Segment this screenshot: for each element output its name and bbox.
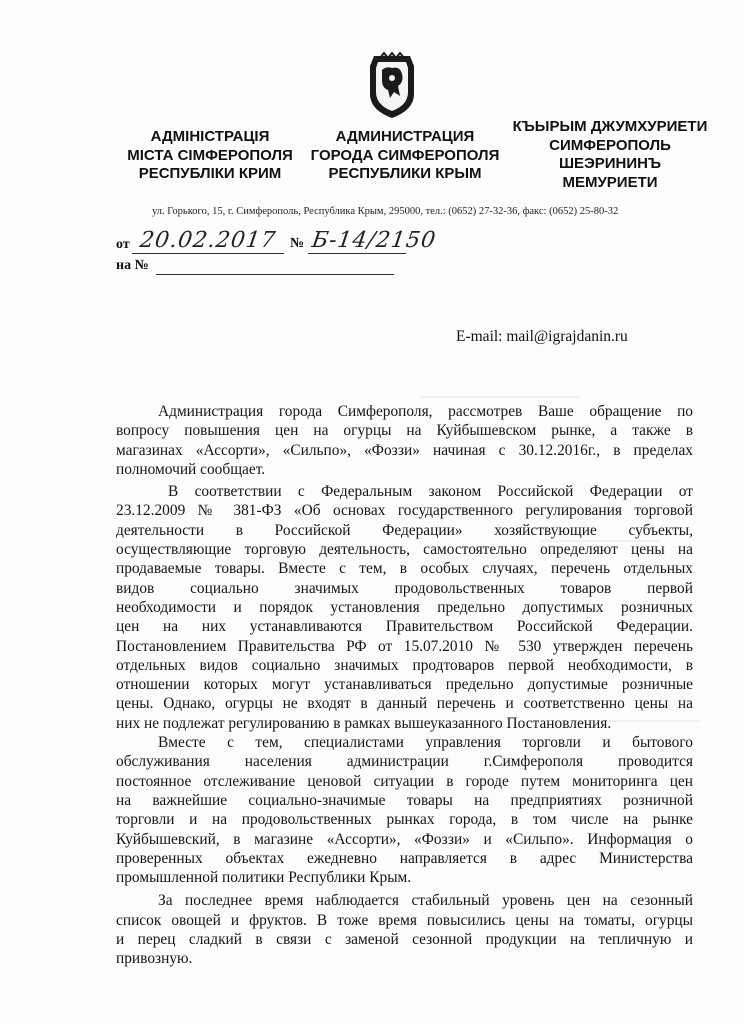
reply-number-underline (156, 274, 394, 275)
text-line: торговли и на продовольственных рынках города, в том числе на рынке (116, 811, 693, 829)
text-line: Куйбышевский, в магазине «Ассорти», «Фоззи» и «Сильпо». Информация о (116, 830, 693, 848)
header-russian (300, 128, 510, 184)
office-address: ул. Горького, 15, г. Симферополь, Республика Крым, 295000, тел.: (0652) 27-32-36, факс: (0652) 25-80-32 (152, 206, 619, 217)
header-line: КЪЫРЫМ ДЖУМХУРИЕТИ (512, 118, 708, 135)
scan-noise (600, 720, 700, 722)
text-line: цен на них устанавливаются Правительством Российской Федерации. (116, 618, 693, 636)
handwritten-number: Б-14/2150 (310, 228, 438, 253)
text-line: постоянное отслеживание ценовой ситуации в городе путем мониторинга цен (116, 772, 693, 790)
text-line: Вместе с тем, специалистами управления торговли и бытового (158, 734, 693, 752)
letter-body (116, 402, 693, 969)
text-line: продаваемые товары. Вместе с тем, в особых случаях, перечень отдельных (116, 560, 693, 578)
text-line: отношении которых могут устанавливаться предельно допустимые розничные (116, 676, 693, 694)
text-line: список овощей и фруктов. В тоже время повысились цены на томаты, огурцы (116, 911, 693, 929)
number-label: № (290, 236, 305, 251)
paragraph-4 (116, 891, 693, 968)
header-line: МЕМУРИЕТИ (562, 173, 658, 191)
text-line: полномочий сообщает. (116, 460, 266, 478)
text-line: В соответствии с Федеральным законом Российской Федерации от (168, 483, 693, 501)
text-line: проверенных объектах ежедневно направляется в адрес Министерства (116, 849, 693, 867)
handwritten-date: 20.02.2017 (138, 228, 278, 253)
paragraph-3 (116, 733, 693, 887)
coat-of-arms-emblem (364, 52, 420, 120)
text-line: осуществляющие торговую деятельность, самостоятельно определяют цены на (116, 541, 693, 559)
text-line: Постановлением Правительства РФ от 15.07.2010 № 530 утвержден перечень (116, 637, 693, 655)
scan-noise (540, 540, 660, 542)
header-line: МІСТА СІМФЕРОПОЛЯ (127, 146, 293, 164)
text-line: цены. Однако, огурцы не входят в данный перечень и соответственно цены на (116, 695, 693, 713)
scan-noise (420, 396, 580, 398)
date-label: от (116, 237, 130, 252)
text-line: деятельности в Российской Федерации» хозяйствующие субъекты, (116, 521, 693, 539)
text-line: и перец сладкий в связи с заменой сезонной продукции на тепличную и (116, 931, 693, 949)
header-line: АДМІНІСТРАЦІЯ (150, 128, 270, 145)
text-line: видов социально значимых продовольственных товаров первой (116, 579, 693, 597)
header-line: СИМФЕРОПОЛЬ (549, 136, 671, 154)
reply-number-label: на № (116, 258, 149, 273)
header-line: РЕСПУБЛІКИ КРИМ (138, 165, 282, 182)
text-line: вопросу повышения цен на огурцы на Куйбышевском рынке, а также в (116, 422, 693, 440)
text-line: магазинах «Ассорти», «Сильпо», «Фоззи» начиная с 30.12.2016г., в пределах (116, 441, 693, 459)
date-underline (132, 253, 284, 254)
text-line: Администрация города Симферополя, рассмотрев Ваше обращение по (158, 403, 693, 420)
text-line: необходимости и порядок установления предельно допустимых розничных (116, 598, 693, 616)
text-line: на важнейшие социально-значимые товары на предприятиях розничной (116, 791, 693, 809)
text-line: них не подлежат регулированию в рамках вышеуказанного Постановления. (116, 714, 612, 732)
header-ukrainian (112, 128, 308, 184)
paragraph-2 (116, 482, 693, 733)
paragraph-1 (116, 402, 693, 479)
text-line: 23.12.2009 № 381-ФЗ «Об основах государственного регулирования торговой (116, 502, 693, 520)
email-address: E-mail: mail@igrajdanin.ru (456, 328, 628, 345)
text-line: привозную. (116, 950, 193, 968)
header-line: АДМИНИСТРАЦИЯ (335, 128, 475, 145)
text-line: За последнее время наблюдается стабильный уровень цен на сезонный (158, 892, 693, 910)
header-line: ШЕЭРИНИНЪ (558, 155, 662, 172)
header-crimean-tatar (500, 118, 720, 192)
header-line: РЕСПУБЛИКИ КРЫМ (328, 165, 482, 182)
text-line: промышленной политики Республики Крым. (116, 869, 412, 887)
header-line: ГОРОДА СИМФЕРОПОЛЯ (310, 146, 500, 164)
text-line: обслуживания населения администрации г.Симферополя проводится (116, 753, 693, 771)
number-underline (308, 253, 406, 254)
text-line: отдельных видов социально значимых продтоваров первой необходимости, в (116, 656, 693, 674)
